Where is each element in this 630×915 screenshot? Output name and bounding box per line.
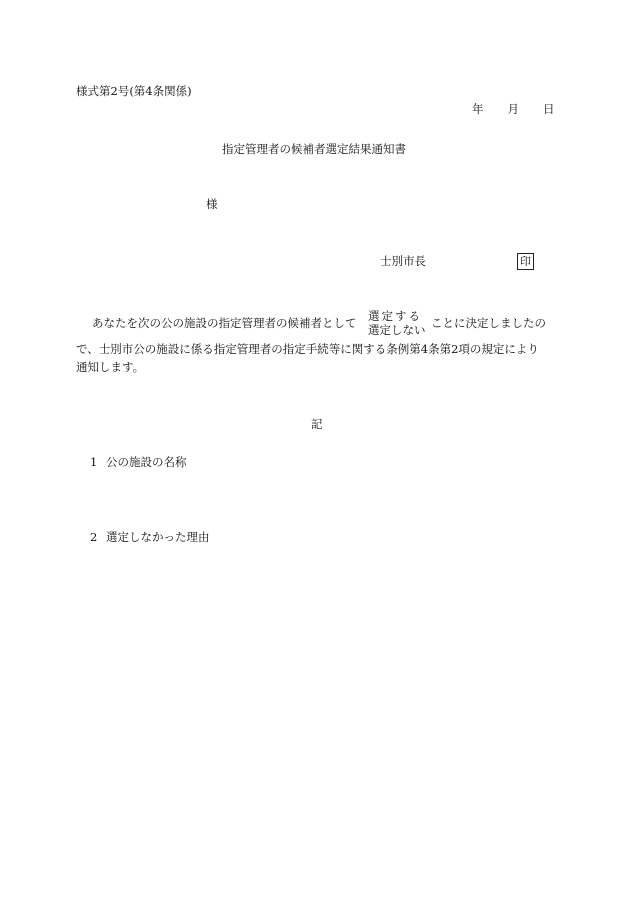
sender-name: 士別市長: [380, 254, 426, 268]
date-month-label: 月: [507, 102, 519, 116]
body-line-2: で、士別市公の施設に係る指定管理者の指定手続等に関する条例第4条第2項の規定により: [76, 342, 539, 356]
form-number: 様式第2号(第4条関係): [76, 84, 192, 98]
list-item: [90, 457, 187, 469]
document-title: 指定管理者の候補者選定結果通知書: [222, 142, 406, 156]
item-number: 1: [90, 455, 98, 469]
item-label: 選定しなかった理由: [106, 530, 210, 544]
addressee-honorific: 様: [206, 197, 218, 211]
choice-not-select-option: 選定しない: [368, 323, 426, 337]
seal-mark: 印: [517, 253, 534, 270]
date-day-label: 日: [543, 102, 555, 116]
choice-select-option: 選定する: [368, 309, 422, 323]
body-line-3: 通知します。: [76, 360, 145, 374]
ki-heading: 記: [311, 417, 323, 431]
item-number: 2: [90, 530, 98, 544]
body-line-1-suffix: ことに決定しましたの: [431, 316, 546, 330]
date-year-label: 年: [472, 102, 484, 116]
date-line: [472, 104, 555, 116]
item-label: 公の施設の名称: [106, 455, 187, 469]
list-item: [90, 532, 210, 544]
body-line-1-prefix: あなたを次の公の施設の指定管理者の候補者として: [92, 316, 357, 330]
